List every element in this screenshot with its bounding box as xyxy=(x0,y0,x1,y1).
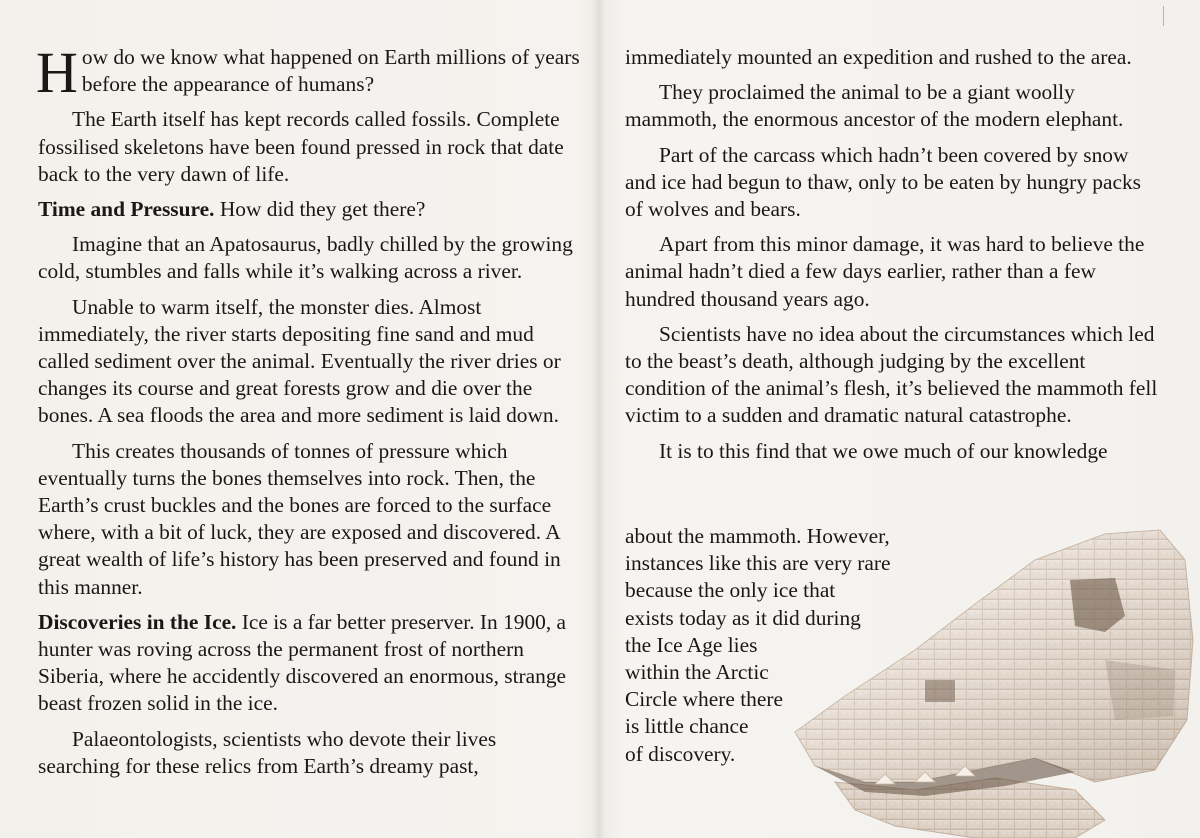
paragraph-knowledge-first-line: It is to this find that we owe much of our knowledge xyxy=(659,438,1108,463)
section-heading-discoveries-ice: Discoveries in the Ice. xyxy=(38,609,237,634)
paragraph-expedition: immediately mounted an expedition and rushed to the area. xyxy=(625,45,1132,69)
paragraph-mammoth: They proclaimed the animal to be a giant woolly mammoth, the enormous ancestor of the modern elephant. xyxy=(625,80,1124,132)
intro-paragraph xyxy=(36,40,583,105)
drop-cap: H xyxy=(36,40,78,105)
wrapped-line: because the only ice that xyxy=(625,578,836,603)
wrapped-line: Circle where there xyxy=(625,687,783,712)
paragraph-time-pressure xyxy=(38,196,583,223)
wrapped-line: is little chance xyxy=(625,714,749,739)
wrapped-line: of discovery. xyxy=(625,741,736,766)
paragraph-palaeontologists: Palaeontologists, scientists who devote their lives searching for these relics from Earth’s dreamy past, xyxy=(38,726,497,778)
paragraph-pressure: This creates thousands of tonnes of pressure which eventually turns the bones themselves into rock. Then, the Earth’s crust buckles and the bones are forced to the surface where, with a bit of luck, they are exposed and discovered. A great wealth of life’s history has been preserved and found in this manner. xyxy=(38,438,561,599)
section-heading-time-pressure: Time and Pressure. xyxy=(38,197,215,222)
left-column xyxy=(36,40,583,788)
wrapped-line: the Ice Age lies xyxy=(625,632,758,657)
wrapped-line: instances like this are very rare xyxy=(625,551,891,576)
page-gutter xyxy=(592,0,606,838)
paragraph-monster-dies: Unable to warm itself, the monster dies. Almost immediately, the river starts depositing fine sand and mud called sediment over the animal. Eventually the river dries or changes its course and great forests grow and die over the bones. A sea floods the area and more sediment is laid down. xyxy=(38,294,561,428)
paragraph-fossils: The Earth itself has kept records called fossils. Complete fossilised skeletons have been found pressed in rock that date back to the very dawn of life. xyxy=(38,107,564,186)
paragraph-apatosaurus: Imagine that an Apatosaurus, badly chilled by the growing cold, stumbles and falls while it’s walking across a river. xyxy=(38,232,573,284)
paragraph-carcass: Part of the carcass which hadn’t been covered by snow and ice had begun to thaw, only to be eaten by hungry packs of wolves and bears. xyxy=(625,142,1141,222)
page-corner-mark xyxy=(1163,6,1178,26)
mammoth-skull-illustration xyxy=(775,520,1195,838)
paragraph-discoveries-ice xyxy=(38,609,583,718)
section-text-time-pressure: How did they get there? xyxy=(214,197,426,222)
paragraph-circumstances: Scientists have no idea about the circumstances which led to the beast’s death, although judging by the excellent condition of the animal’s flesh, it’s believed the mammoth fell victim to a sudden and dramatic natural catastrophe. xyxy=(625,321,1158,428)
right-column xyxy=(625,44,1160,473)
section-text-discoveries-ice: Ice is a far better preserver. In 1900, a hunter was roving across the permanent frost of northern Siberia, where he accidently discovered an enormous, strange beast frozen solid in the ice. xyxy=(38,609,567,716)
wrapped-line: within the Arctic xyxy=(625,660,769,685)
paragraph-minor-damage: Apart from this minor damage, it was hard to believe the animal hadn’t died a few days earlier, rather than a few hundred thousand years ago. xyxy=(625,232,1145,311)
intro-text: ow do we know what happened on Earth millions of years before the appearance of humans? xyxy=(81,45,580,97)
wrapped-line: exists today as it did during xyxy=(625,605,861,630)
wrapped-line: about the mammoth. However, xyxy=(625,524,890,548)
